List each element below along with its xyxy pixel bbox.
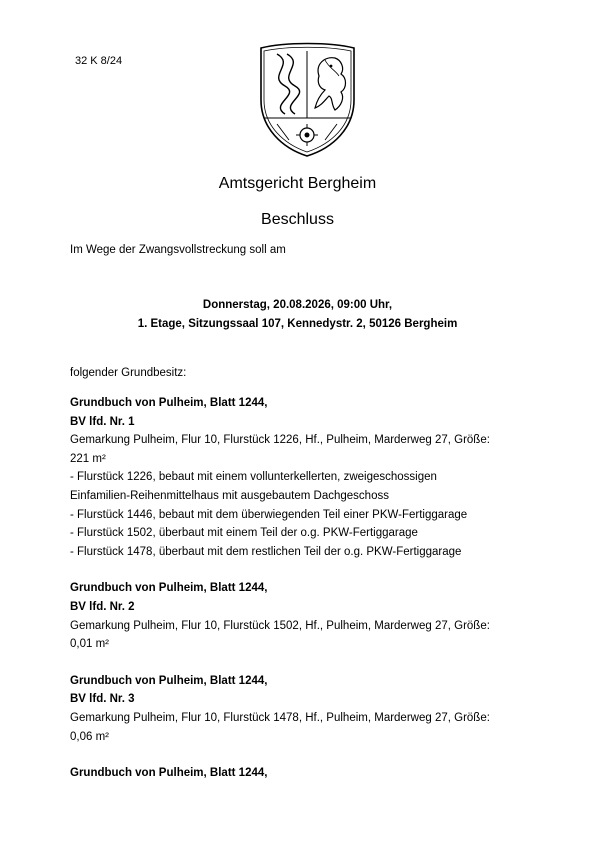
coat-of-arms-icon — [255, 40, 360, 160]
property-line: Gemarkung Pulheim, Flur 10, Flurstück 1226, Hf., Pulheim, Marderweg 27, Größe: — [70, 434, 490, 447]
hearing-date-line: Donnerstag, 20.08.2026, 09:00 Uhr, — [202, 299, 393, 311]
court-name: Amtsgericht Bergheim — [218, 175, 377, 192]
property-line: Einfamilien-Reihenmittelhaus mit ausgebautem Dachgeschoss — [70, 489, 389, 502]
property-line: Gemarkung Pulheim, Flur 10, Flurstück 1478, Hf., Pulheim, Marderweg 27, Größe: — [70, 711, 490, 724]
property-entry — [70, 764, 540, 783]
land-register-heading: Grundbuch von Pulheim, Blatt 1244, — [70, 582, 268, 595]
property-line: - Flurstück 1226, bebaut mit einem vollunterkellerten, zweigeschossigen — [70, 471, 437, 484]
property-line: Gemarkung Pulheim, Flur 10, Flurstück 1502, Hf., Pulheim, Marderweg 27, Größe: — [70, 619, 490, 632]
property-line: 0,06 m² — [70, 730, 109, 743]
property-entry — [70, 394, 540, 561]
bv-number: BV lfd. Nr. 2 — [70, 600, 135, 613]
intro-text: Im Wege der Zwangsvollstreckung soll am — [70, 244, 286, 256]
bv-number: BV lfd. Nr. 3 — [70, 693, 135, 706]
property-line: - Flurstück 1478, überbaut mit dem restlichen Teil der o.g. PKW-Fertiggarage — [70, 545, 462, 558]
property-line: 221 m² — [70, 452, 106, 465]
property-intro: folgender Grundbesitz: — [70, 367, 187, 379]
property-line: - Flurstück 1502, überbaut mit einem Teil der o.g. PKW-Fertiggarage — [70, 527, 418, 540]
property-entry — [70, 579, 540, 653]
case-number: 32 K 8/24 — [75, 55, 123, 67]
document-title: Beschluss — [261, 211, 334, 228]
hearing-date — [0, 296, 595, 334]
hearing-location-line: 1. Etage, Sitzungssaal 107, Kennedystr. 2, 50126 Bergheim — [137, 318, 458, 330]
property-line: 0,01 m² — [70, 638, 109, 651]
property-entry — [70, 672, 540, 746]
bv-number: BV lfd. Nr. 1 — [70, 415, 135, 428]
land-register-heading: Grundbuch von Pulheim, Blatt 1244, — [70, 397, 268, 409]
land-register-heading: Grundbuch von Pulheim, Blatt 1244, — [70, 674, 268, 687]
property-line: - Flurstück 1446, bebaut mit dem überwiegenden Teil einer PKW-Fertiggarage — [70, 508, 468, 521]
land-register-heading: Grundbuch von Pulheim, Blatt 1244, — [70, 767, 268, 780]
property-list — [70, 394, 540, 801]
